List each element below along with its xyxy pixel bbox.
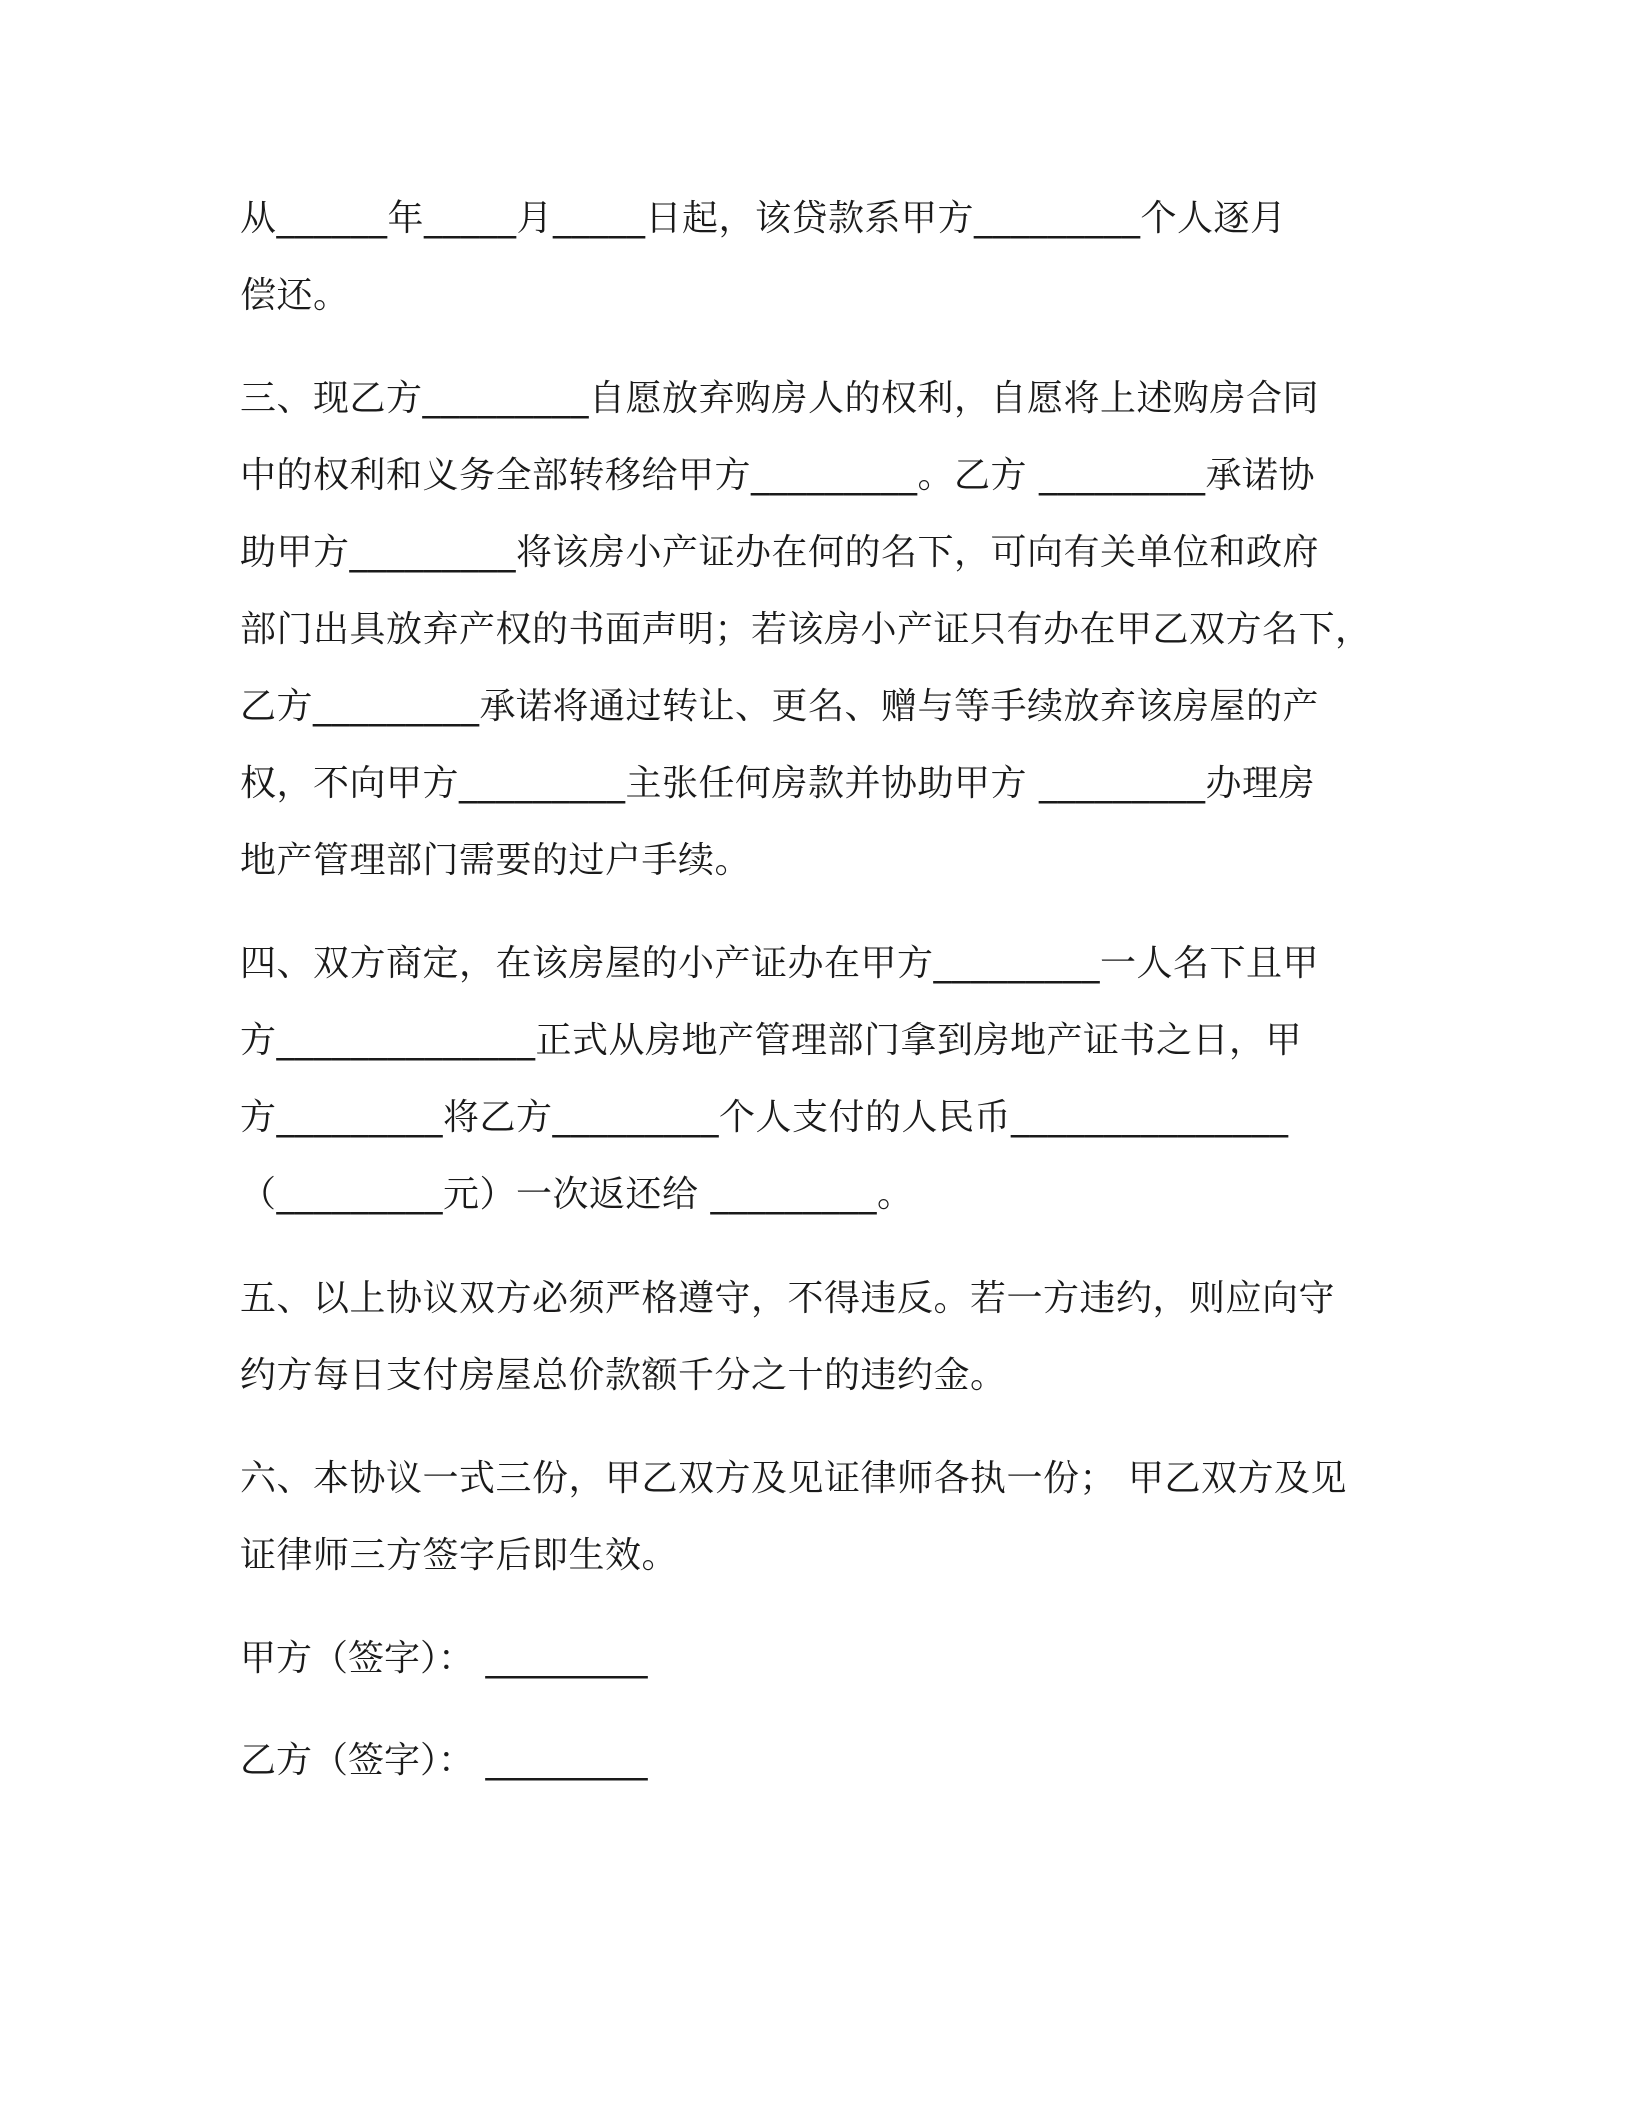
text-line: 证律师三方签字后即生效。: [240, 1535, 679, 1576]
text-line: 助甲方_________将该房小产证办在何的名下，可向有关单位和政府: [240, 532, 1320, 573]
party-a-signature-line: 甲方（签字）： _________: [240, 1638, 648, 1679]
text-line: 权，不向甲方_________主张任何房款并协助甲方 _________办理房: [240, 763, 1315, 804]
text-line: 方______________正式从房地产管理部门拿到房地产证书之日，甲: [240, 1020, 1303, 1061]
text-line: 六、本协议一式三份，甲乙双方及见证律师各执一份； 甲乙双方及见: [240, 1458, 1347, 1499]
clause-3: [240, 360, 1390, 899]
text-line: 偿还。: [240, 275, 350, 316]
clause-5: [240, 1260, 1390, 1414]
text-line: 方_________将乙方_________个人支付的人民币_______________: [240, 1097, 1289, 1138]
text-line: 三、现乙方_________自愿放弃购房人的权利，自愿将上述购房合同: [240, 378, 1320, 419]
text-line: （_________元）一次返还给 _________。: [240, 1174, 914, 1215]
text-line: 乙方_________承诺将通过转让、更名、赠与等手续放弃该房屋的产: [240, 686, 1320, 727]
clause-2-continued: [240, 180, 1390, 334]
text-line: 地产管理部门需要的过户手续。: [240, 840, 752, 881]
text-line: 四、双方商定，在该房屋的小产证办在甲方_________一人名下且甲: [240, 943, 1320, 984]
text-line: 部门出具放弃产权的书面声明；若该房小产证只有办在甲乙双方名下，: [240, 609, 1372, 650]
clause-6: [240, 1440, 1390, 1594]
clause-4: [240, 925, 1390, 1233]
text-line: 约方每日支付房屋总价款额千分之十的违约金。: [240, 1355, 1007, 1396]
party-b-signature-line: 乙方（签字）： _________: [240, 1740, 648, 1781]
text-line: 五、以上协议双方必须严格遵守，不得违反。若一方违约，则应向守: [240, 1278, 1336, 1319]
text-line: 从______年_____月_____日起，该贷款系甲方_________个人逐月: [240, 198, 1287, 239]
text-line: 中的权利和义务全部转移给甲方_________。乙方 _________承诺协: [240, 455, 1315, 496]
